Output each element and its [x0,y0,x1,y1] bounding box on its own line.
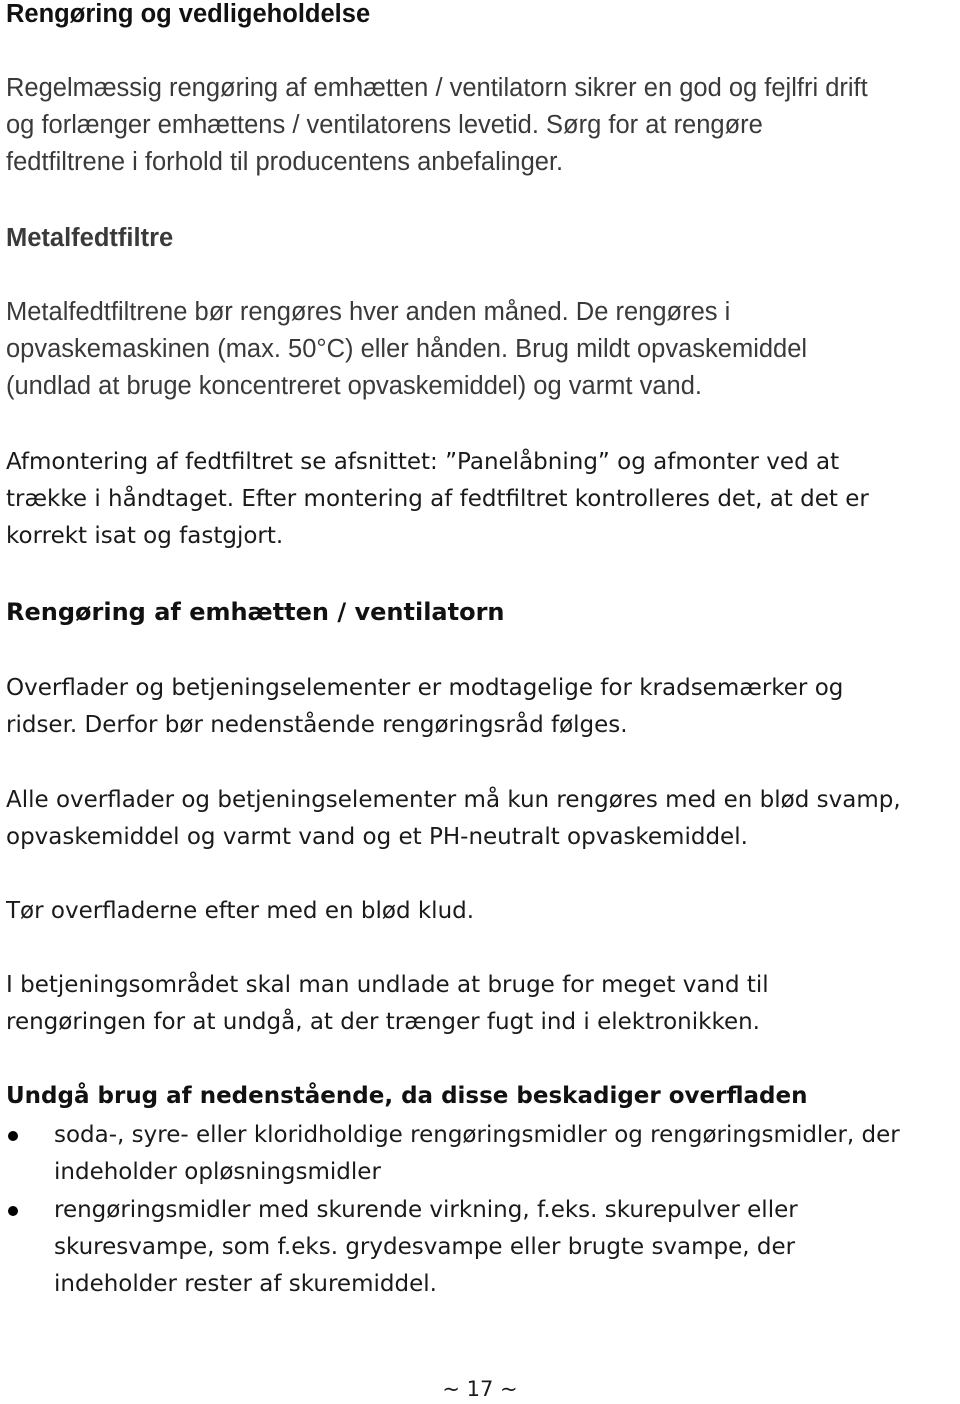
intro-paragraph [6,70,956,181]
dry-paragraph: Tør overfladerne efter med en blød klud. [6,898,475,924]
metal-filter-line: Metalfedtfiltrene bør rengøres hver anden måned. De rengøres i [6,298,731,326]
all-surfaces-line: Alle overflader og betjeningselementer må kun rengøres med en blød svamp, [6,787,901,813]
control-area-line: rengøringen for at undgå, at der trænger fugt ind i elektronikken. [6,1009,760,1035]
intro-line: fedtfiltrene i forhold til producentens anbefalinger. [6,148,564,176]
surfaces-paragraph [6,670,956,744]
surfaces-line: Overflader og betjeningselementer er modtagelige for kradsemærker og [6,675,844,701]
control-area-paragraph [6,967,956,1041]
bullet-line: rengøringsmidler med skurende virkning, f.eks. skurepulver eller [54,1197,798,1223]
dismount-paragraph [6,444,956,555]
bullet-text [54,1192,954,1303]
avoid-heading: Undgå brug af nedenstående, da disse beskadiger overfladen [6,1083,808,1109]
bullet-line: skuresvampe, som f.eks. grydesvampe eller brugte svampe, der [54,1234,796,1260]
metal-filter-heading: Metalfedtfiltre [6,224,174,252]
bullet-icon [8,1206,18,1216]
bullet-line: indeholder opløsningsmidler [54,1159,381,1185]
page-number: ~ 17 ~ [442,1377,518,1401]
page-title: Rengøring og vedligeholdelse [6,0,371,28]
intro-line: og forlænger emhættens / ventilatorens levetid. Sørg for at rengøre [6,111,763,139]
bullet-line: soda-, syre- eller kloridholdige rengøringsmidler og rengøringsmidler, der [54,1122,900,1148]
dismount-line: korrekt isat og fastgjort. [6,523,284,549]
all-surfaces-paragraph [6,782,956,856]
dismount-line: trække i håndtaget. Efter montering af fedtfiltret kontrolleres det, at det er [6,486,869,512]
intro-line: Regelmæssig rengøring af emhætten / ventilatorn sikrer en god og fejlfri drift [6,74,868,102]
all-surfaces-line: opvaskemiddel og varmt vand og et PH-neutralt opvaskemiddel. [6,824,748,850]
metal-filter-line: opvaskemaskinen (max. 50°C) eller hånden. Brug mildt opvaskemiddel [6,335,808,363]
cleaning-hood-heading: Rengøring af emhætten / ventilatorn [6,598,505,626]
control-area-line: I betjeningsområdet skal man undlade at bruge for meget vand til [6,972,769,998]
bullet-line: indeholder rester af skuremiddel. [54,1271,437,1297]
metal-filter-paragraph [6,294,956,405]
surfaces-line: ridser. Derfor bør nedenstående rengøringsråd følges. [6,712,628,738]
bullet-text [54,1117,954,1191]
metal-filter-line: (undlad at bruge koncentreret opvaskemiddel) og varmt vand. [6,372,702,400]
bullet-icon [8,1131,18,1141]
dismount-line: Afmontering af fedtfiltret se afsnittet: ”Panelåbning” og afmonter ved at [6,449,840,475]
